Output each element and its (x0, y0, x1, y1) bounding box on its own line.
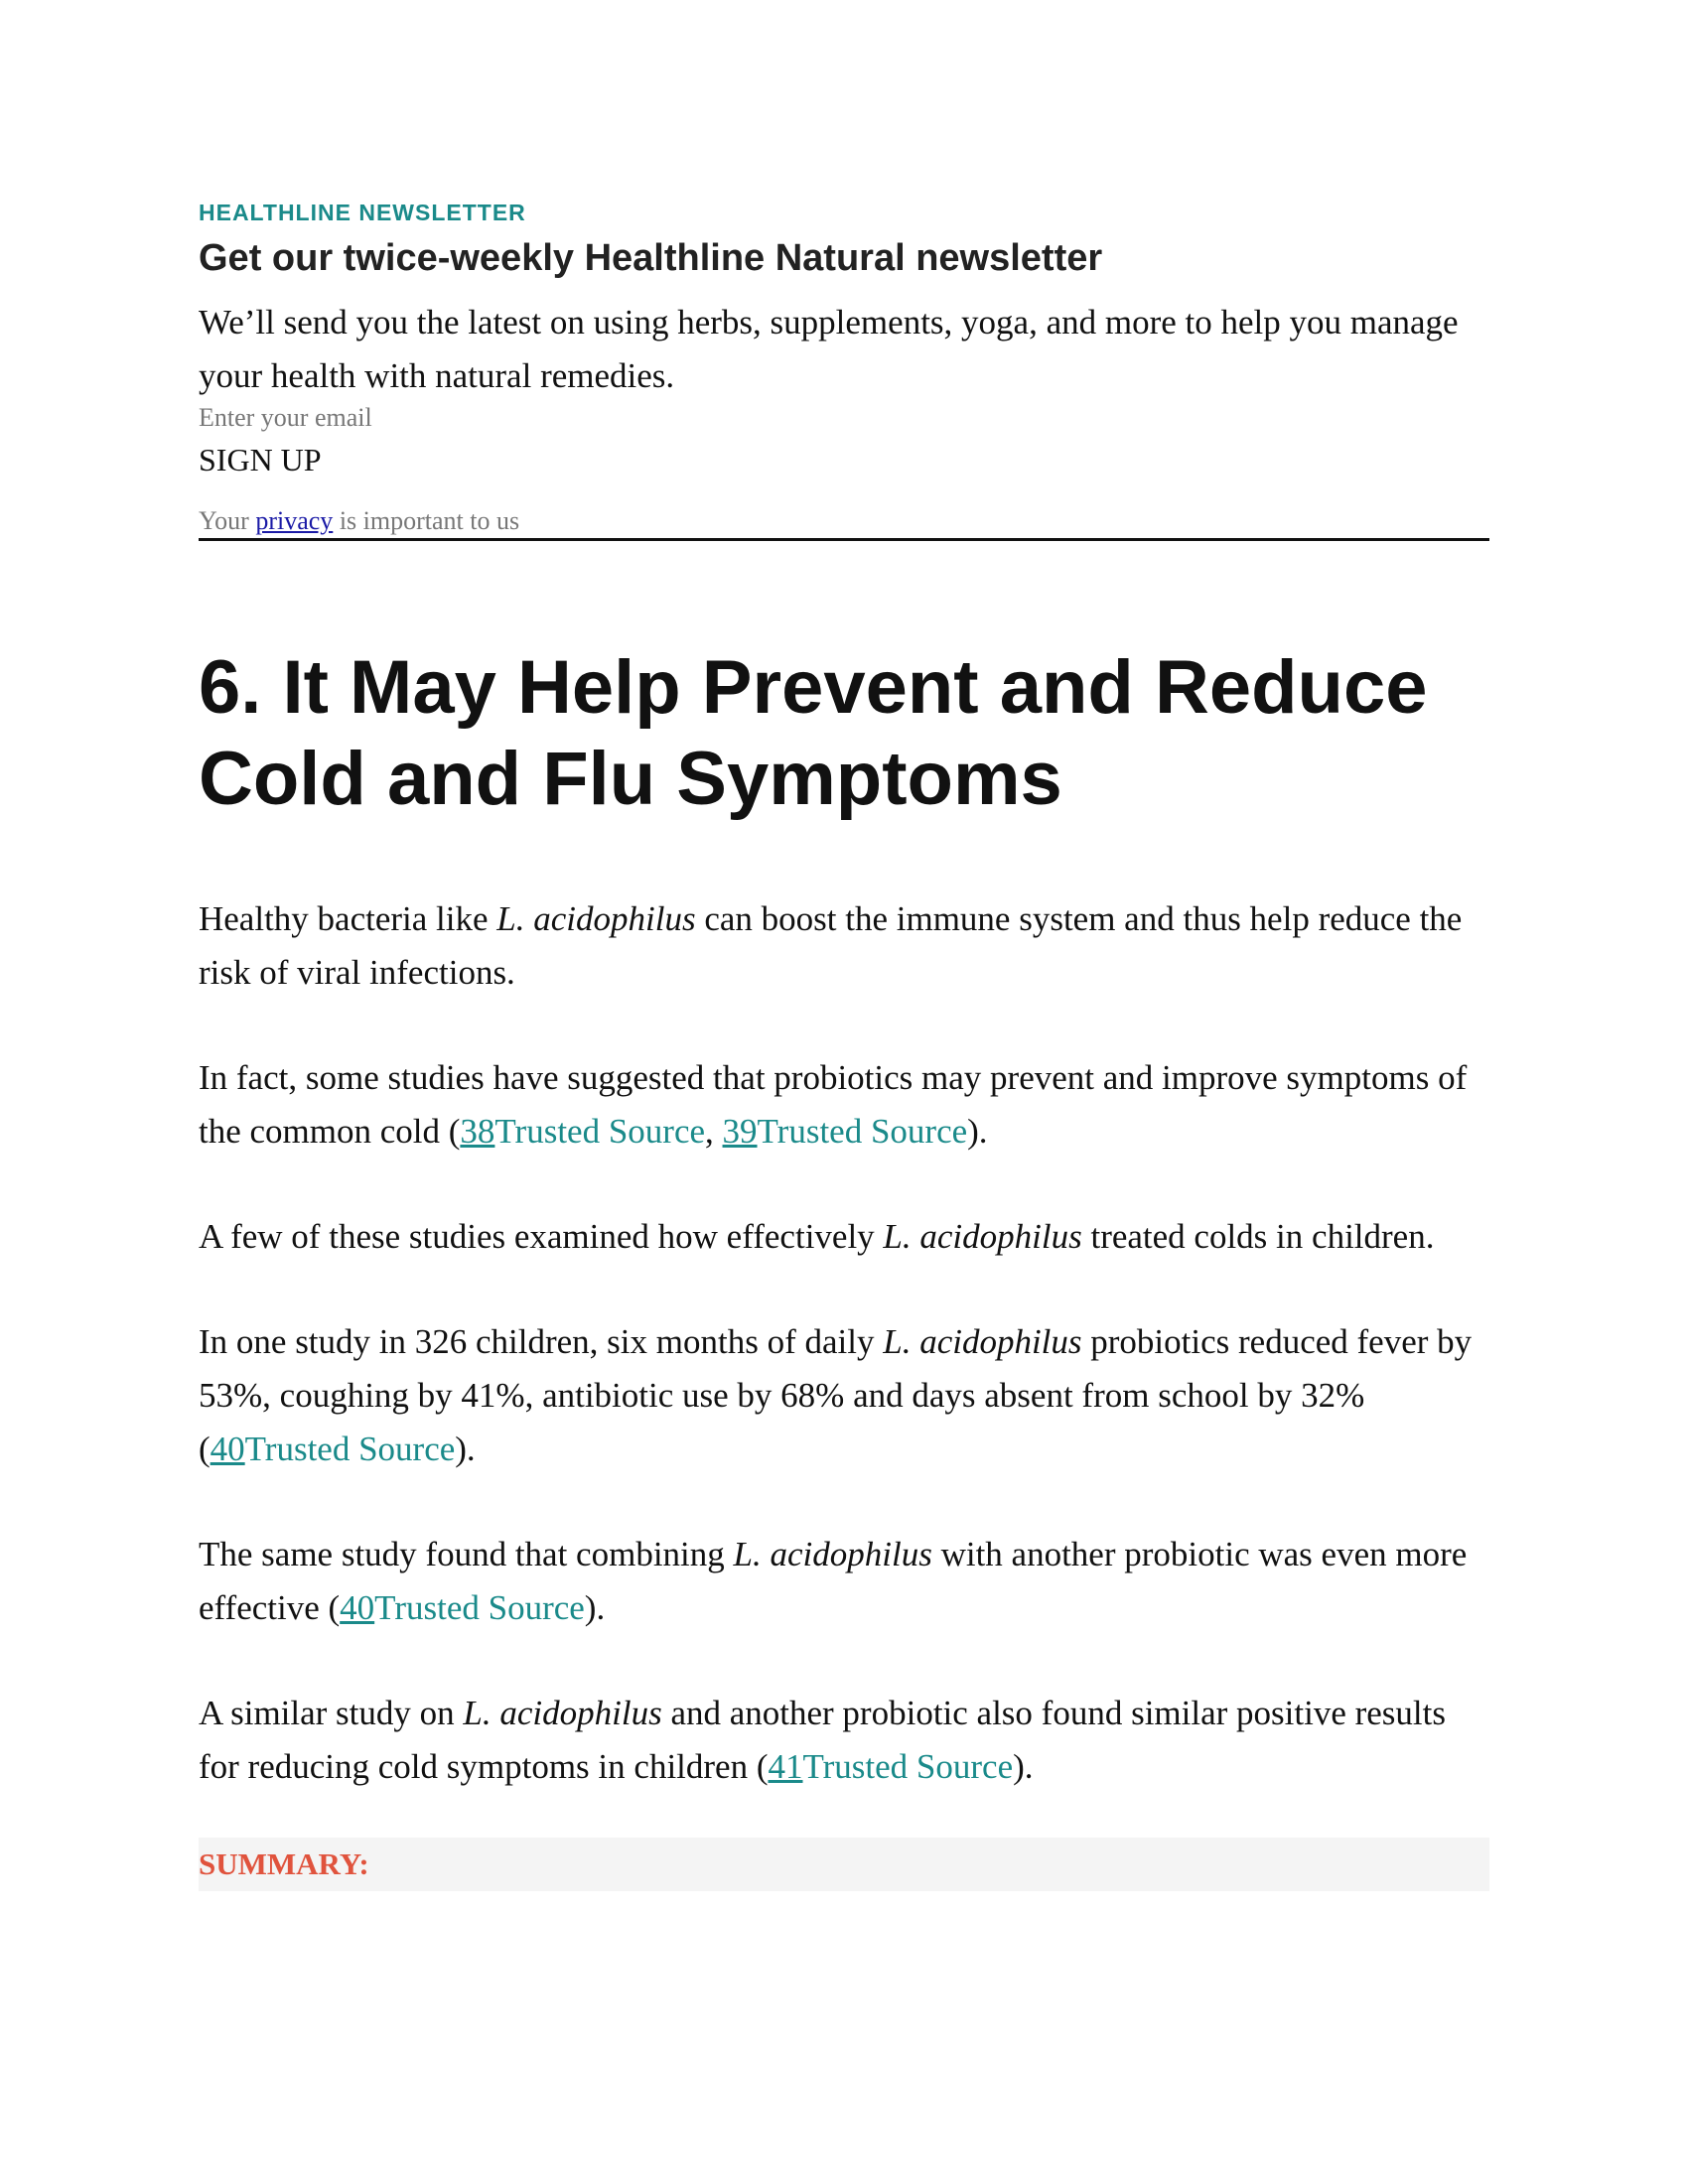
p5-text-c: with another probiotic was even more effective ( (199, 1535, 1468, 1627)
p1-text-a: Healthy bacteria like (199, 899, 497, 938)
signup-button[interactable]: SIGN UP (199, 442, 322, 478)
ref-40-link[interactable]: 40 (340, 1588, 375, 1627)
ref-39-link[interactable]: 39 (722, 1112, 758, 1151)
p6-text-a: A similar study on (199, 1694, 464, 1732)
trusted-source-label[interactable]: Trusted Source (374, 1588, 585, 1627)
trusted-source-label[interactable]: Trusted Source (244, 1430, 456, 1468)
p4-text-a: In one study in 326 children, six months of daily (199, 1322, 884, 1361)
p6-text-c: and another probiotic also found similar positive results for reducing cold symptoms in children ( (199, 1694, 1446, 1786)
paragraph-5 (199, 1528, 1489, 1635)
privacy-prefix: Your (199, 506, 256, 535)
ref-40-link[interactable]: 40 (210, 1430, 245, 1468)
paragraph-4 (199, 1315, 1489, 1476)
newsletter-eyebrow: HEALTHLINE NEWSLETTER (199, 200, 526, 225)
trusted-source-label[interactable]: Trusted Source (757, 1112, 968, 1151)
p6-end: ). (1013, 1747, 1034, 1786)
p3-text-c: treated colds in children. (1081, 1217, 1435, 1256)
p6-species: L. acidophilus (463, 1694, 662, 1732)
newsletter-description: We’ll send you the latest on using herbs, supplements, yoga, and more to help you manage your health with natural remedies. (199, 303, 1459, 395)
privacy-suffix: is important to us (333, 506, 520, 535)
p2-text-a: In fact, some studies have suggested that probiotics may prevent and improve symptoms of the common cold ( (199, 1058, 1468, 1151)
paragraph-2 (199, 1051, 1489, 1159)
p3-text-a: A few of these studies examined how effectively (199, 1217, 884, 1256)
p5-text-a: The same study found that combining (199, 1535, 734, 1573)
p1-text-c: can boost the immune system and thus help reduce the risk of viral infections. (199, 899, 1463, 992)
summary-label: SUMMARY: (199, 1846, 369, 1881)
privacy-note (199, 506, 1489, 541)
p3-species: L. acidophilus (883, 1217, 1082, 1256)
p2-end: ). (967, 1112, 988, 1151)
article-page (199, 199, 1489, 1891)
p4-species: L. acidophilus (883, 1322, 1082, 1361)
p4-end: ). (455, 1430, 476, 1468)
summary-box (199, 1838, 1489, 1891)
paragraph-6 (199, 1687, 1489, 1794)
ref-38-link[interactable]: 38 (460, 1112, 495, 1151)
newsletter-signup (199, 199, 1489, 541)
paragraph-1 (199, 892, 1489, 1000)
trusted-source-label[interactable]: Trusted Source (802, 1747, 1014, 1786)
privacy-link[interactable]: privacy (255, 506, 334, 535)
trusted-source-label[interactable]: Trusted Source (494, 1112, 706, 1151)
section-heading: 6. It May Help Prevent and Reduce Cold and Flu Symptoms (199, 645, 1428, 821)
p5-species: L. acidophilus (733, 1535, 932, 1573)
p4-text-c: probiotics reduced fever by 53%, coughing by 41%, antibiotic use by 68% and days absent from school by 32% ( (199, 1322, 1473, 1468)
p5-end: ). (584, 1588, 606, 1627)
p1-species: L. acidophilus (496, 899, 696, 938)
p2-separator: , (705, 1112, 723, 1151)
newsletter-title: Get our twice-weekly Healthline Natural newsletter (199, 237, 1103, 279)
paragraph-3 (199, 1210, 1489, 1264)
email-input[interactable]: Enter your email (199, 403, 372, 432)
ref-41-link[interactable]: 41 (768, 1747, 803, 1786)
